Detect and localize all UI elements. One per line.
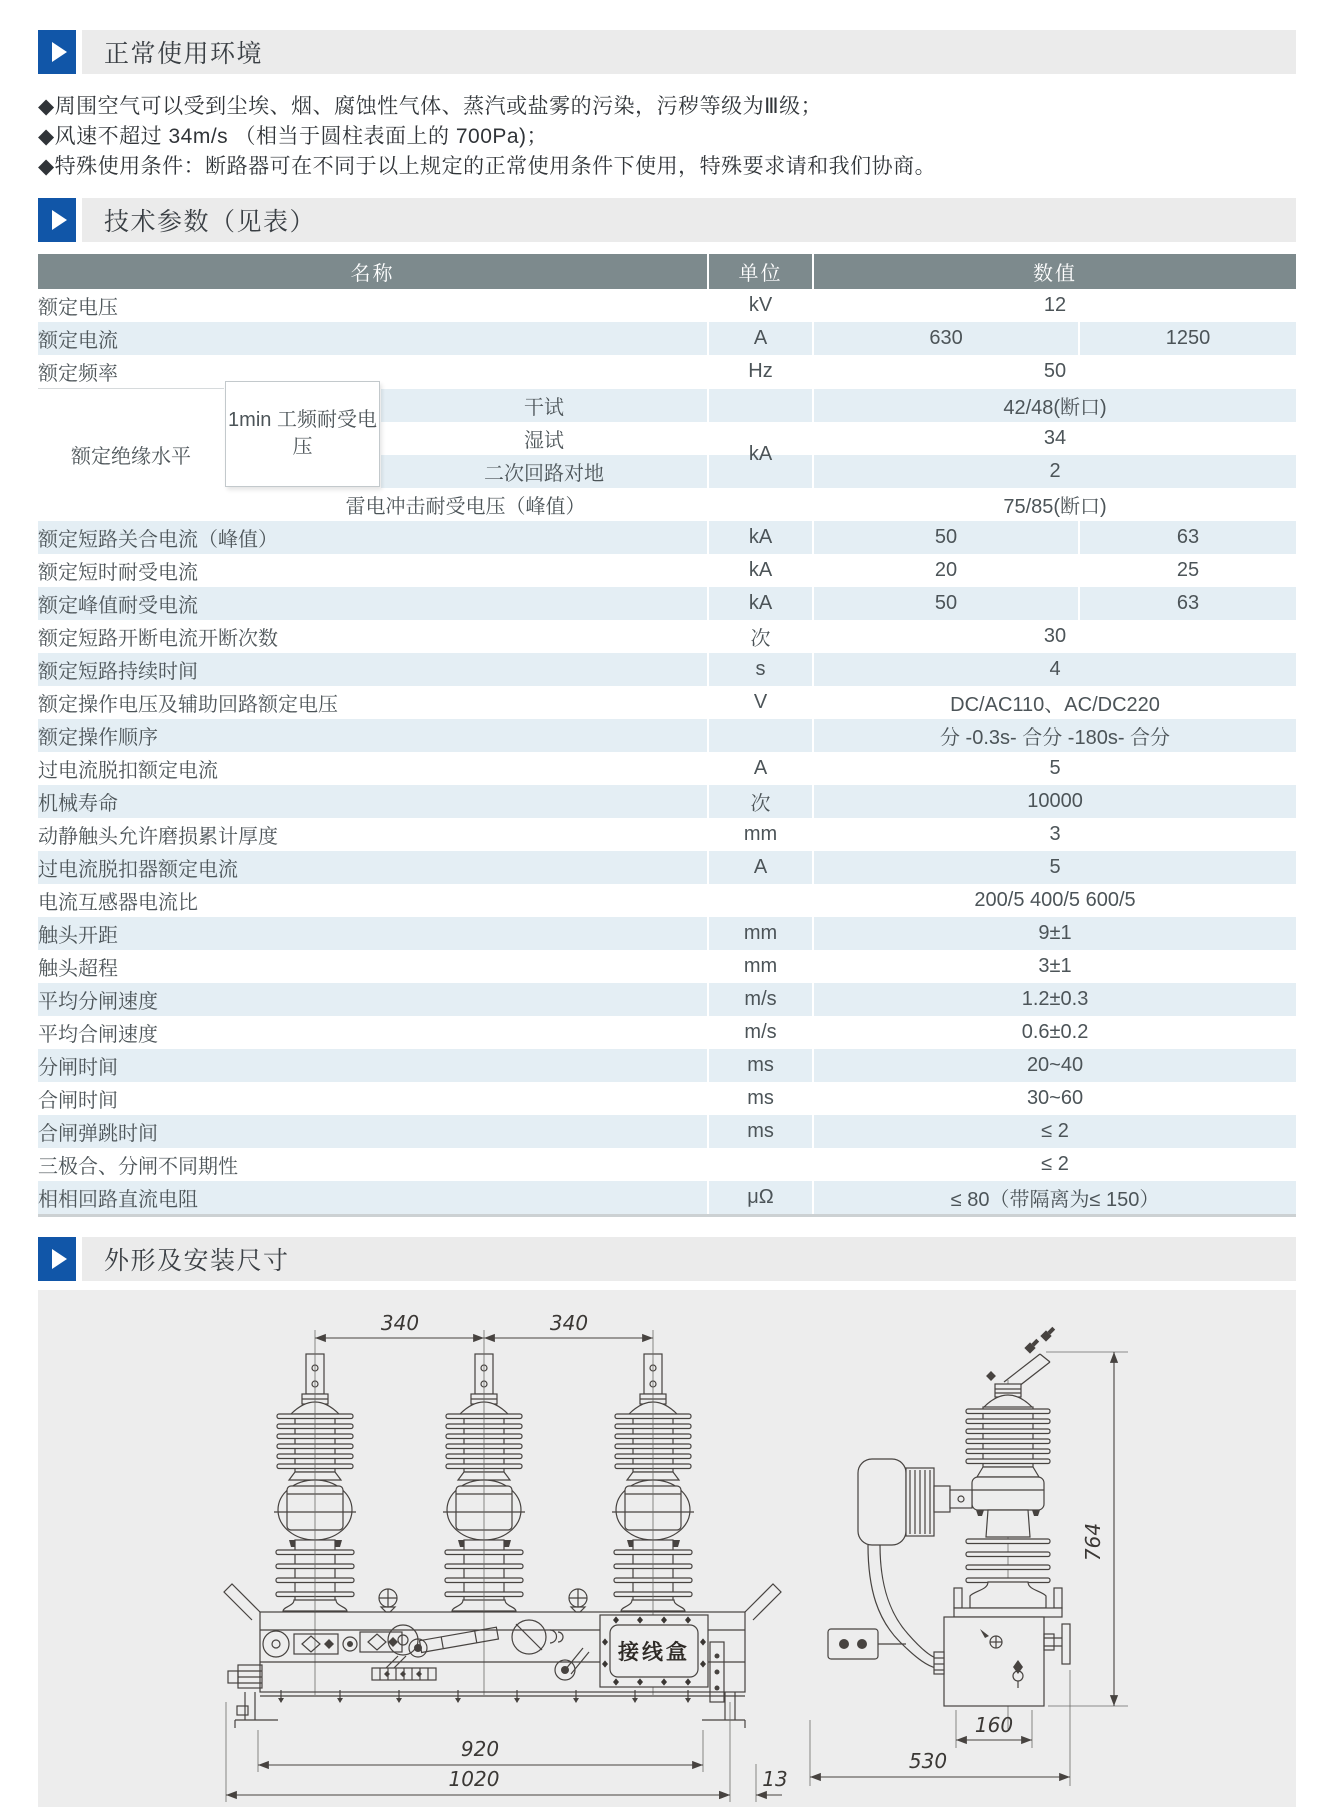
value-cell: 75/85(断口) xyxy=(813,488,1296,521)
unit-cell: mm xyxy=(708,818,813,851)
param-name-cell: 分闸时间 xyxy=(38,1056,118,1079)
junction-box xyxy=(600,1615,708,1687)
header-unit: 单位 xyxy=(708,254,813,289)
value-cell: 3 xyxy=(813,818,1296,851)
value-cell: 30 xyxy=(813,620,1296,653)
arrow-right-icon xyxy=(52,42,67,62)
dimension-label-13: 13 xyxy=(762,1766,788,1791)
table-row xyxy=(38,950,1296,983)
table-row xyxy=(38,1082,1296,1115)
param-group-name: 额定绝缘水平 xyxy=(38,389,224,521)
dimension-drawing xyxy=(38,1290,1296,1807)
unit-cell: ms xyxy=(708,1115,813,1148)
table-row xyxy=(38,554,1296,587)
value-cell: 5 xyxy=(813,851,1296,884)
unit-cell: m/s xyxy=(708,983,813,1016)
value-cell: 12 xyxy=(813,289,1296,322)
param-name-cell: 相相回路直流电阻 xyxy=(38,1188,198,1211)
value-cell: 3±1 xyxy=(813,950,1296,983)
value-cell: 200/5 400/5 600/5 xyxy=(813,884,1296,917)
param-test-name: 湿试 xyxy=(524,429,565,452)
unit-cell: 次 xyxy=(708,785,813,818)
table-row xyxy=(38,1016,1296,1049)
value-cell: 42/48(断口) xyxy=(813,389,1296,422)
section-marker xyxy=(38,30,76,74)
value-cell: 4 xyxy=(813,653,1296,686)
value-cell: 9±1 xyxy=(813,917,1296,950)
unit-cell: ms xyxy=(708,1082,813,1115)
section-header-environment xyxy=(38,30,1296,74)
param-test-name: 二次回路对地 xyxy=(484,462,605,485)
param-name-cell: 机械寿命 xyxy=(38,792,118,815)
section-title-dimensions: 外形及安装尺寸 xyxy=(104,1246,290,1275)
header-name: 名称 xyxy=(38,254,708,289)
arrow-right-icon xyxy=(52,1249,67,1269)
value-cell: 50 xyxy=(813,355,1296,389)
table-row xyxy=(38,1049,1296,1082)
section-header-parameters xyxy=(38,198,1296,242)
env-note-line: ◆特殊使用条件：断路器可在不同于以上规定的正常使用条件下使用，特殊要求请和我们协商。 xyxy=(38,155,937,178)
unit-cell: ms xyxy=(708,1049,813,1082)
unit-cell: kA xyxy=(708,521,813,554)
value-cell: ≤ 2 xyxy=(813,1115,1296,1148)
table-row xyxy=(38,289,1296,322)
table-row xyxy=(38,389,1296,422)
unit-cell xyxy=(708,884,813,917)
param-name-cell: 平均合闸速度 xyxy=(38,1023,158,1046)
unit-cell: kA xyxy=(708,587,813,620)
param-name-cell: 触头超程 xyxy=(38,957,118,980)
table-row xyxy=(38,587,1296,620)
dimension-label-340-left: 340 xyxy=(380,1310,420,1335)
param-name-cell: 触头开距 xyxy=(38,924,118,947)
table-row xyxy=(38,1181,1296,1216)
table-row xyxy=(38,752,1296,785)
param-name-cell: 电流互感器电流比 xyxy=(38,891,198,914)
value-cell: 34 xyxy=(813,422,1296,455)
junction-box-label: 接线盒 xyxy=(618,1640,690,1664)
table-row xyxy=(38,917,1296,950)
table-row xyxy=(38,620,1296,653)
value-cell: 50 xyxy=(813,587,1079,620)
param-name-cell: 过电流脱扣额定电流 xyxy=(38,759,218,782)
value-cell: 10000 xyxy=(813,785,1296,818)
env-note-line: ◆风速不超过 34m/s （相当于圆柱表面上的 700Pa)； xyxy=(38,125,549,148)
table-row xyxy=(38,818,1296,851)
section-title-environment: 正常使用环境 xyxy=(104,40,264,68)
param-name-cell: 额定电流 xyxy=(38,330,118,352)
value-cell: 20 xyxy=(813,554,1079,587)
param-name-cell: 额定短路持续时间 xyxy=(38,660,198,683)
unit-cell: m/s xyxy=(708,1016,813,1049)
header-value: 数值 xyxy=(813,254,1296,289)
value-cell: DC/AC110、AC/DC220 xyxy=(813,686,1296,719)
value-cell: 0.6±0.2 xyxy=(813,1016,1296,1049)
param-name-cell: 额定短路关合电流（峰值） xyxy=(38,528,278,551)
value-cell: 25 xyxy=(1079,554,1296,587)
param-name-cell: 额定频率 xyxy=(38,363,118,385)
value-cell: 63 xyxy=(1079,521,1296,554)
env-note-line: ◆周围空气可以受到尘埃、烟、腐蚀性气体、蒸汽或盐雾的污染，污秽等级为Ⅲ级； xyxy=(38,95,823,118)
value-cell: 5 xyxy=(813,752,1296,785)
unit-cell: Hz xyxy=(708,355,813,389)
unit-cell: kA xyxy=(708,389,813,521)
section-title-parameters: 技术参数（见表） xyxy=(104,208,317,236)
section-marker xyxy=(38,198,76,242)
table-header-row xyxy=(38,254,1296,289)
table-row xyxy=(38,1148,1296,1181)
table-row xyxy=(38,488,1296,521)
value-cell: 30~60 xyxy=(813,1082,1296,1115)
unit-cell: kA xyxy=(708,554,813,587)
dimension-label-764: 764 xyxy=(1081,1522,1105,1561)
unit-cell: mm xyxy=(708,917,813,950)
table-row xyxy=(38,686,1296,719)
param-name-cell: 平均分闸速度 xyxy=(38,990,158,1013)
param-name-cell: 额定短时耐受电流 xyxy=(38,561,198,584)
unit-cell: 次 xyxy=(708,620,813,653)
dimension-label-340-right: 340 xyxy=(549,1310,589,1335)
unit-cell: A xyxy=(708,752,813,785)
section-header-dimensions xyxy=(38,1237,1296,1281)
table-row xyxy=(38,1115,1296,1148)
unit-cell xyxy=(708,1148,813,1181)
param-name-cell: 雷电冲击耐受电压（峰值） xyxy=(224,488,708,521)
parameters-table xyxy=(38,254,1296,1217)
value-cell: 630 xyxy=(813,322,1079,355)
table-row xyxy=(38,884,1296,917)
param-name-cell: 三极合、分闸不同期性 xyxy=(38,1155,238,1178)
dimension-label-160: 160 xyxy=(974,1712,1014,1737)
param-name-cell: 过电流脱扣器额定电流 xyxy=(38,858,238,881)
dimension-label-1020: 1020 xyxy=(448,1766,500,1791)
freq-withstand-label: 1min 工频耐受电压 xyxy=(225,381,380,487)
section-marker xyxy=(38,1237,76,1281)
unit-cell xyxy=(708,719,813,752)
value-cell: 2 xyxy=(813,455,1296,488)
unit-cell: s xyxy=(708,653,813,686)
param-sub-name xyxy=(224,389,381,488)
dimension-label-530: 530 xyxy=(908,1748,948,1773)
param-name-cell: 动静触头允许磨损累计厚度 xyxy=(38,825,278,848)
table-row xyxy=(38,322,1296,355)
param-name-cell: 合闸弹跳时间 xyxy=(38,1122,158,1145)
value-cell: 63 xyxy=(1079,587,1296,620)
value-cell: 分 -0.3s- 合分 -180s- 合分 xyxy=(813,719,1296,752)
side-view-drawing xyxy=(810,1325,1128,1786)
param-test-name: 干试 xyxy=(524,396,565,419)
front-view-drawing xyxy=(224,1311,788,1802)
value-cell: ≤ 80（带隔离为≤ 150） xyxy=(813,1181,1296,1216)
table-row xyxy=(38,983,1296,1016)
unit-cell: A xyxy=(708,322,813,355)
unit-cell: V xyxy=(708,686,813,719)
param-name-cell: 合闸时间 xyxy=(38,1089,118,1112)
value-cell: 1250 xyxy=(1079,322,1296,355)
table-row xyxy=(38,851,1296,884)
value-cell: 50 xyxy=(813,521,1079,554)
dimension-label-920: 920 xyxy=(460,1736,500,1761)
environment-notes xyxy=(38,92,1296,182)
table-row xyxy=(38,785,1296,818)
arrow-right-icon xyxy=(52,210,67,230)
table-row xyxy=(38,719,1296,752)
param-name-cell: 额定峰值耐受电流 xyxy=(38,594,198,617)
param-name-cell: 额定操作顺序 xyxy=(38,726,158,749)
table-row xyxy=(38,653,1296,686)
unit-cell: μΩ xyxy=(708,1181,813,1216)
unit-cell: A xyxy=(708,851,813,884)
param-name-cell: 额定操作电压及辅助回路额定电压 xyxy=(38,693,338,716)
unit-cell: kV xyxy=(708,289,813,322)
table-row xyxy=(38,521,1296,554)
unit-cell: mm xyxy=(708,950,813,983)
value-cell: 1.2±0.3 xyxy=(813,983,1296,1016)
param-name-cell: 额定电压 xyxy=(38,297,118,319)
outline-drawing-svg xyxy=(38,1290,1296,1807)
param-name-cell: 额定短路开断电流开断次数 xyxy=(38,627,278,650)
value-cell: 20~40 xyxy=(813,1049,1296,1082)
value-cell: ≤ 2 xyxy=(813,1148,1296,1181)
